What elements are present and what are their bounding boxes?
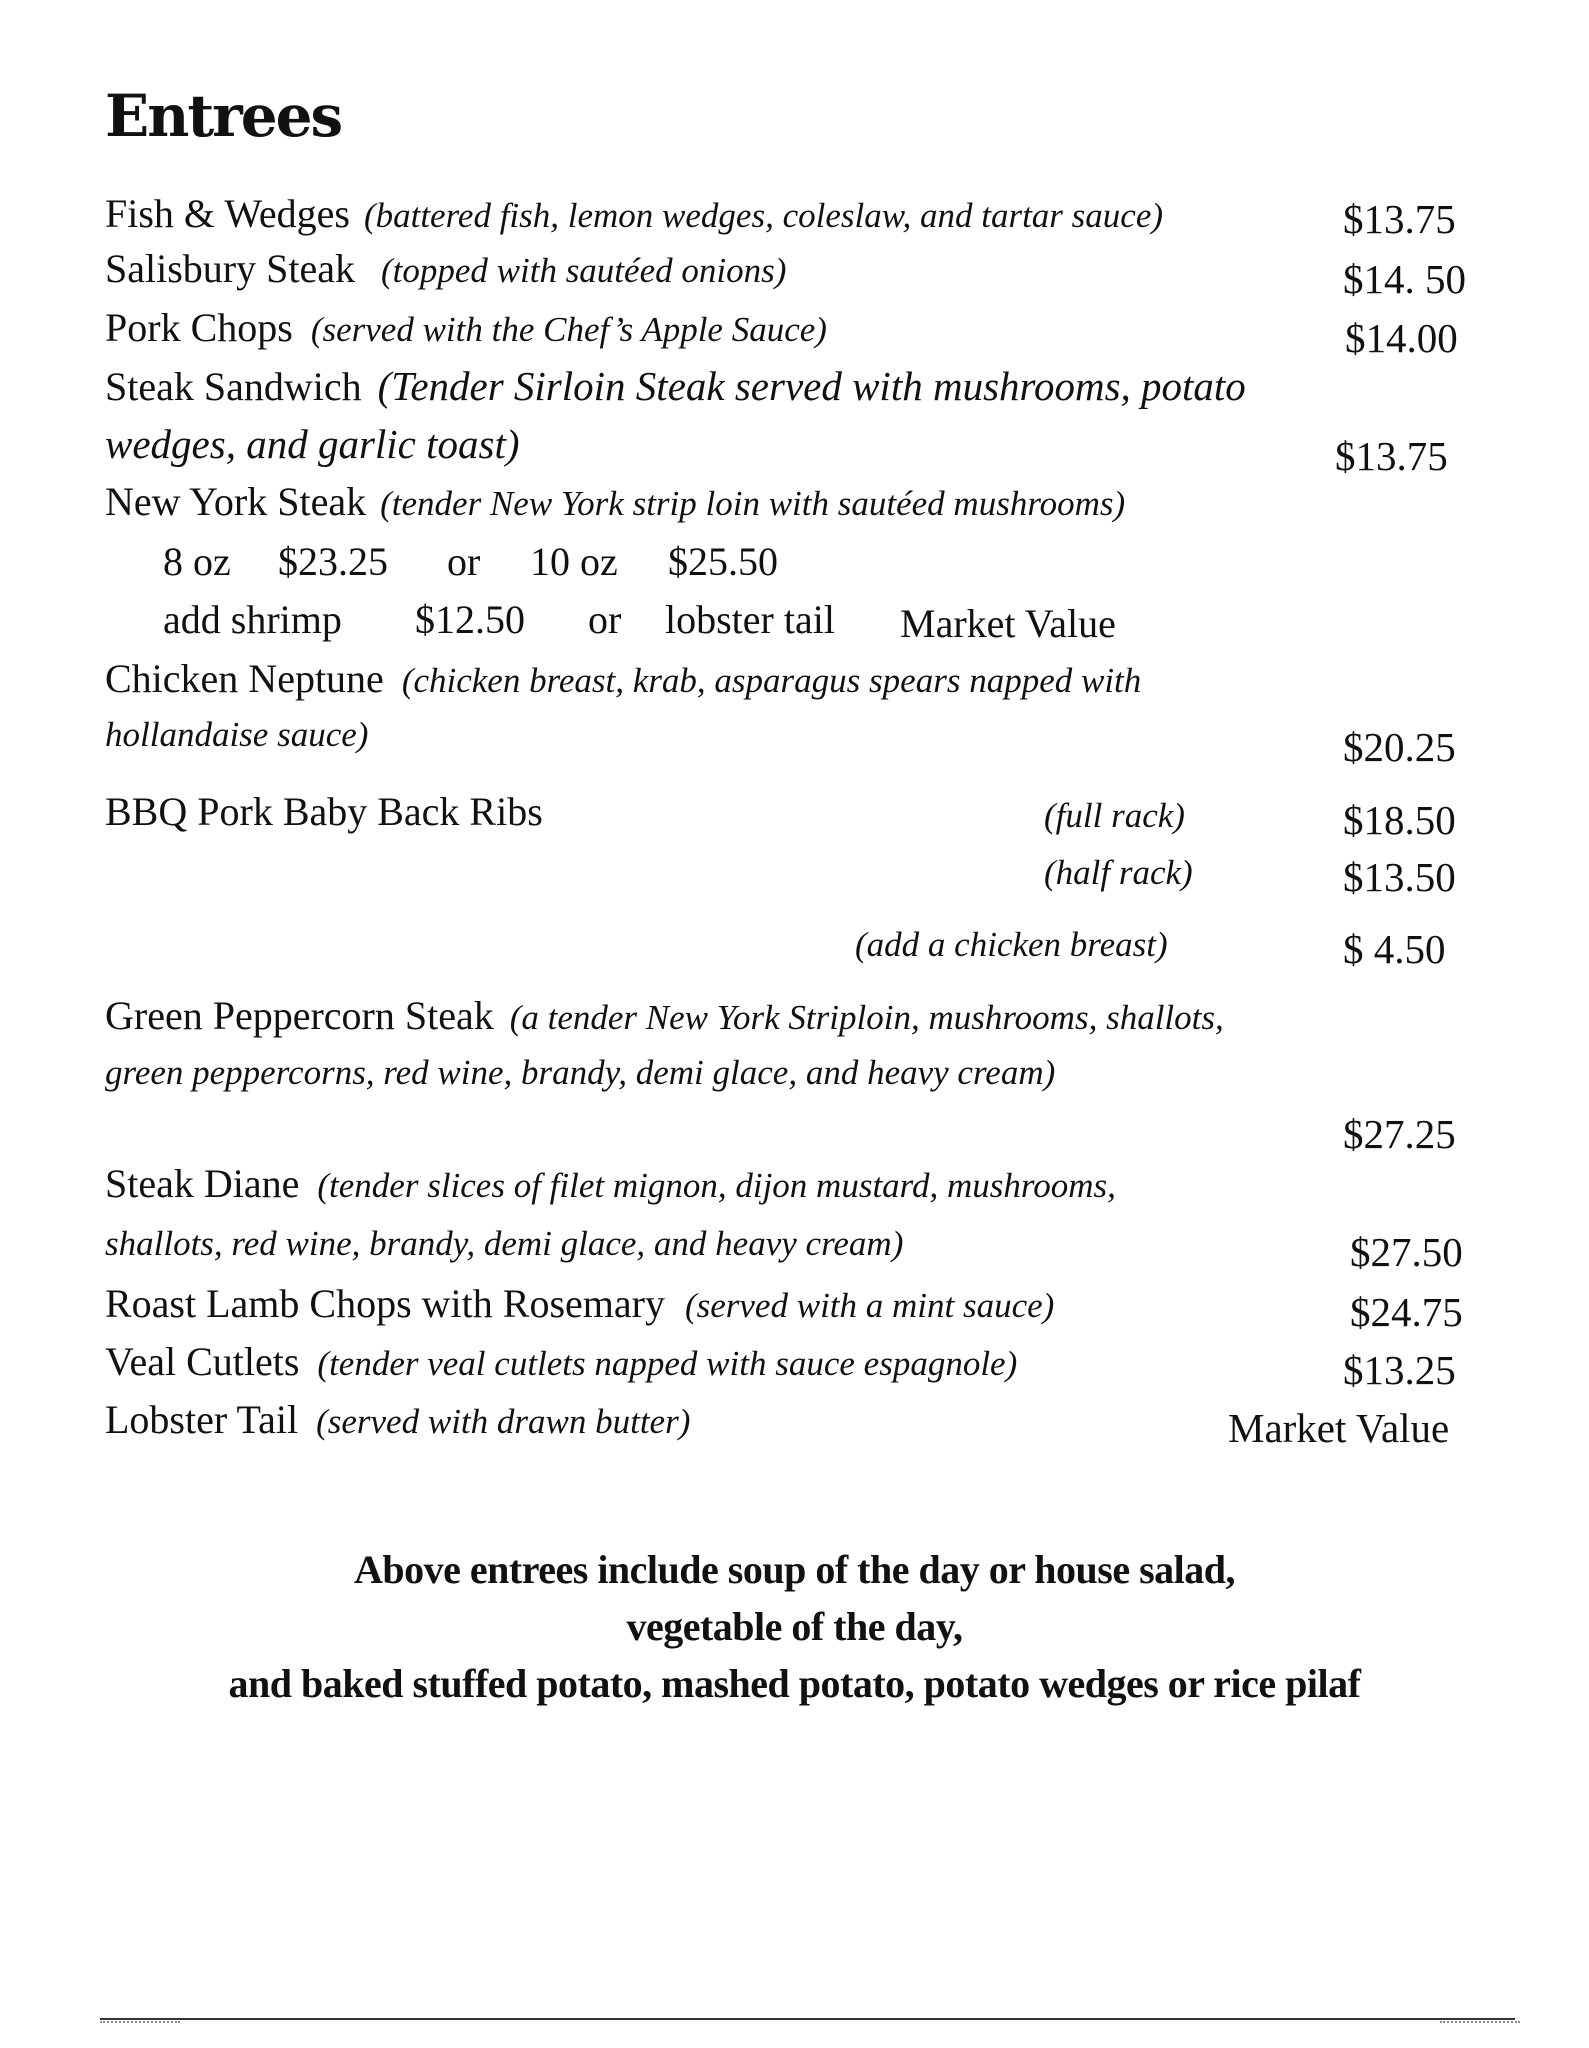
item-description: (tender New York strip loin with sautéed mushrooms)	[380, 484, 1126, 523]
item-price: $20.25	[1343, 724, 1456, 770]
item-description-continued: hollandaise sauce)	[105, 715, 369, 754]
item-price: $27.50	[1350, 1229, 1463, 1275]
or-label: or	[447, 539, 481, 584]
item-name: Lobster Tail	[105, 1397, 299, 1442]
full-rack-label: (full rack)	[1044, 796, 1185, 835]
item-description: (tender slices of filet mignon, dijon mustard, mushrooms,	[317, 1166, 1116, 1205]
item-description: (served with drawn butter)	[316, 1402, 691, 1441]
item-description: (served with the Chef’s Apple Sauce)	[310, 310, 827, 349]
scan-dots-left	[100, 2021, 180, 2023]
footer-line-3: and baked stuffed potato, mashed potato, potato wedges or rice pilaf	[228, 1661, 1361, 1706]
item-name: Pork Chops	[105, 305, 293, 350]
addon-lobster-price: Market Value	[900, 601, 1116, 646]
size-price-10oz: $25.50	[668, 539, 778, 584]
full-rack-price: $18.50	[1343, 797, 1456, 843]
menu-item-chicken-neptune	[105, 655, 1141, 702]
half-rack-label: (half rack)	[1044, 853, 1193, 892]
menu-item-bbq-ribs	[105, 788, 543, 835]
menu-item-roast-lamb-chops	[105, 1280, 1054, 1327]
item-name: Fish & Wedges	[105, 191, 350, 236]
item-price: $13.25	[1343, 1347, 1456, 1393]
item-description: (chicken breast, krab, asparagus spears napped with	[401, 661, 1142, 700]
item-price: $24.75	[1350, 1289, 1463, 1335]
item-name: Salisbury Steak	[105, 246, 355, 291]
item-description: (a tender New York Striploin, mushrooms, shallots,	[509, 998, 1224, 1037]
item-description-continued: wedges, and garlic toast)	[105, 421, 520, 467]
item-description-continued: shallots, red wine, brandy, demi glace, and heavy cream)	[105, 1224, 904, 1263]
item-name: Veal Cutlets	[105, 1339, 300, 1384]
menu-item-lobster-tail	[105, 1396, 690, 1443]
item-name: Chicken Neptune	[105, 656, 384, 701]
item-description: (served with a mint sauce)	[684, 1286, 1055, 1325]
size-option-8oz: 8 oz	[163, 539, 231, 584]
page-title: Entrees	[105, 82, 342, 150]
item-description: (tender veal cutlets napped with sauce espagnole)	[317, 1344, 1018, 1383]
item-description: (Tender Sirloin Steak served with mushrooms, potato	[377, 363, 1246, 409]
addon-lobster-label: lobster tail	[665, 597, 835, 642]
item-description-continued: green peppercorns, red wine, brandy, demi glace, and heavy cream)	[105, 1053, 1056, 1092]
item-name: Roast Lamb Chops with Rosemary	[105, 1281, 665, 1326]
menu-item-fish-wedges	[105, 190, 1163, 237]
size-option-10oz: 10 oz	[530, 539, 618, 584]
add-chicken-price: $ 4.50	[1343, 926, 1446, 972]
menu-item-green-peppercorn-steak	[105, 992, 1224, 1039]
scan-dots-right	[1440, 2021, 1520, 2023]
item-price: $13.75	[1343, 196, 1456, 242]
item-name: BBQ Pork Baby Back Ribs	[105, 789, 543, 834]
item-price: $13.75	[1335, 433, 1448, 479]
bottom-rule	[100, 2018, 1515, 2020]
size-price-8oz: $23.25	[278, 539, 388, 584]
footer-line-2: vegetable of the day,	[626, 1604, 963, 1649]
menu-item-pork-chops	[105, 304, 827, 351]
item-price: $14.00	[1345, 315, 1458, 361]
menu-item-steak-sandwich	[105, 362, 1246, 410]
footer-line-1: Above entrees include soup of the day or house salad,	[354, 1547, 1235, 1592]
item-description: (topped with sautéed onions)	[380, 251, 787, 290]
item-description: (battered fish, lemon wedges, coleslaw, and tartar sauce)	[363, 196, 1164, 235]
addon-shrimp-price: $12.50	[415, 597, 525, 642]
item-price: Market Value	[1228, 1405, 1450, 1451]
item-name: Green Peppercorn Steak	[105, 993, 494, 1038]
addon-shrimp-label: add shrimp	[163, 597, 342, 642]
item-name: Steak Sandwich	[105, 364, 362, 409]
item-price: $27.25	[1343, 1111, 1456, 1157]
half-rack-price: $13.50	[1343, 854, 1456, 900]
or-label: or	[588, 597, 622, 642]
item-name: New York Steak	[105, 479, 367, 524]
item-name: Steak Diane	[105, 1161, 300, 1206]
menu-item-new-york-steak	[105, 478, 1125, 525]
item-price: $14. 50	[1343, 256, 1466, 302]
add-chicken-label: (add a chicken breast)	[855, 925, 1168, 964]
menu-item-steak-diane	[105, 1160, 1116, 1207]
menu-item-salisbury-steak	[105, 245, 786, 292]
menu-item-veal-cutlets	[105, 1338, 1017, 1385]
